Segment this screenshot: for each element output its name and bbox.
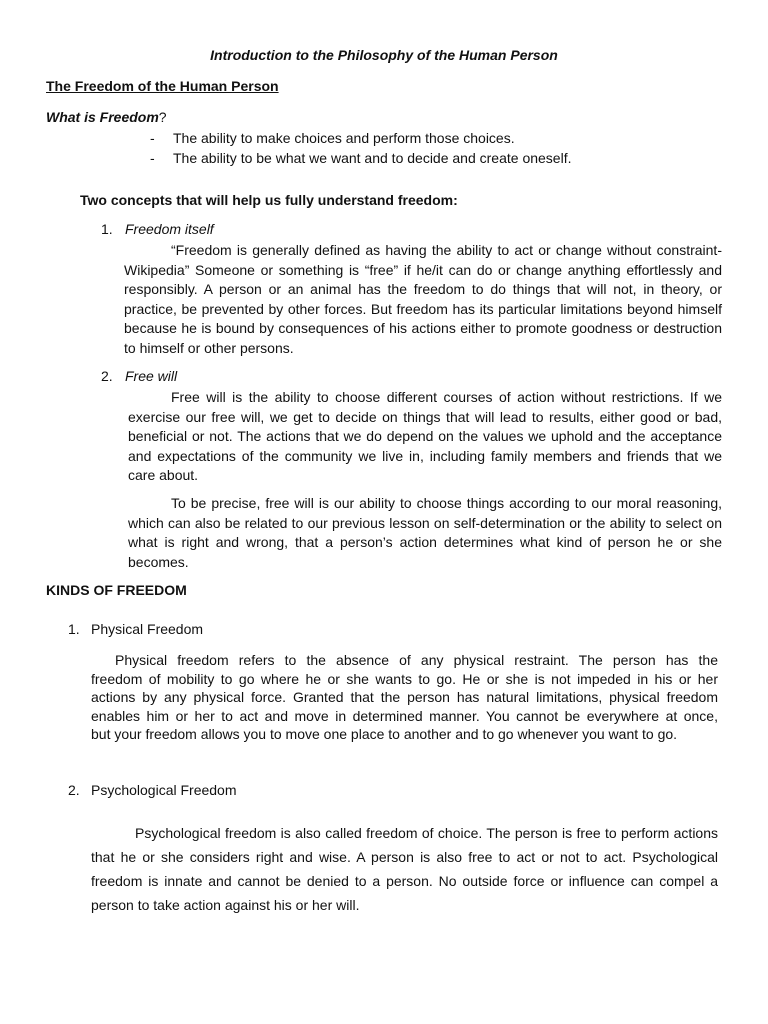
free-will-paragraph-2: To be precise, free will is our ability to choose things according to our moral reasoning, which can also be related to our previous lesson on self-determination or the ability to select on what is right and wrong, that a person’s action determines what kind of person he or she becomes. — [128, 495, 722, 570]
concept-number: 1. — [101, 221, 113, 237]
bullet-text: The ability to make choices and perform those choices. — [173, 130, 515, 146]
paragraph-line: freedom of mobility to go where he or she wants to go. He or she is not impeded in his or her — [91, 670, 718, 687]
kind-title: Physical Freedom — [91, 621, 204, 637]
paragraph-line: enables him or her to act and move in determined manner. You cannot be everywhere at once, — [91, 707, 718, 724]
kind-number: 2. — [68, 782, 80, 798]
two-concepts-heading: Two concepts that will help us fully understand freedom: — [80, 192, 458, 208]
concept-title: Freedom itself — [125, 221, 214, 237]
concept-number: 2. — [101, 368, 113, 384]
paragraph-line: Physical freedom refers to the absence of any physical restraint. The person has the — [115, 652, 718, 668]
bullet-marker: - — [150, 130, 155, 146]
kinds-heading: KINDS OF FREEDOM — [46, 582, 187, 598]
paragraph-line: actions by any physical force. Granted that the person has natural limitations, physical freedom — [91, 689, 718, 705]
free-will-paragraph-1: Free will is the ability to choose different courses of action without restrictions. If we exercise our free will, we get to decide on things that will lead to results, either good or bad, beneficial or not. The actions that we do depend on the values we uphold and the acceptance and expectations of the community we live in, including family members and friends that we care about. — [128, 389, 722, 483]
psychological-freedom-paragraph: Psychological freedom is also called freedom of choice. The person is free to perform actions that he or she considers right and wise. A person is also free to act or not to act. Psychological freedom is innate and cannot be denied to a person. No outside force or influence can compel a person to take action against his or her will. — [91, 825, 718, 913]
what-is-freedom-heading — [46, 109, 167, 125]
question-mark: ? — [158, 109, 167, 125]
freedom-itself-paragraph: “Freedom is generally defined as having the ability to act or change without constraint-Wikipedia” Someone or something is “free” if he/it can do or change anything effortlessly and responsibly. A person or an animal has the freedom to do things that will not, in theory, or practice, be prevented by other forces. But freedom has its particular limitations beyond himself because he is bound by consequences of his actions either to promote goodness or destruction to himself or other persons. — [124, 242, 722, 356]
document-title: Introduction to the Philosophy of the Human Person — [210, 47, 558, 63]
section-heading: The Freedom of the Human Person — [46, 78, 279, 94]
paragraph-line: but your freedom allows you to move one place to another and to go whenever you want to go. — [91, 726, 678, 742]
physical-freedom-paragraph — [91, 651, 718, 744]
question-text: What is Freedom — [46, 109, 159, 125]
kind-title: Psychological Freedom — [91, 782, 237, 798]
kind-number: 1. — [68, 621, 80, 637]
concept-title: Free will — [125, 368, 178, 384]
bullet-marker: - — [150, 150, 155, 166]
bullet-text: The ability to be what we want and to decide and create oneself. — [173, 150, 572, 166]
